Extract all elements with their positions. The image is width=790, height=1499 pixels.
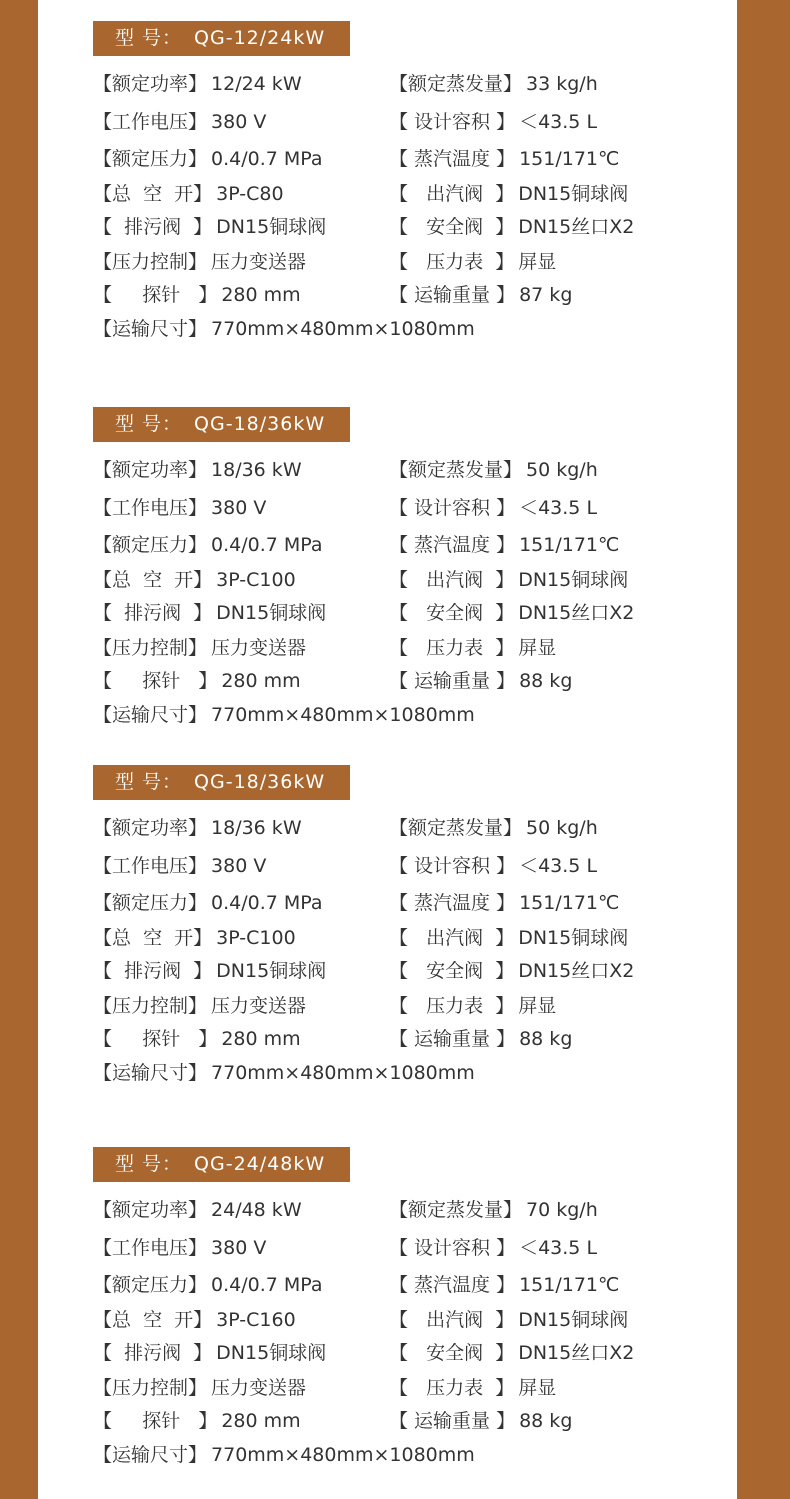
- spec-label: 【 安全阀 】: [389, 1342, 515, 1364]
- model-number: QG-24/48kW: [194, 1153, 326, 1175]
- spec-row: [93, 668, 301, 694]
- spec-row: [389, 532, 619, 558]
- spec-label: 【 出汽阀 】: [389, 183, 515, 205]
- spec-row: [93, 457, 302, 483]
- spec-row: [93, 1235, 266, 1261]
- spec-label: 【额定压力】: [93, 534, 208, 556]
- spec-value: 88 kg: [519, 670, 573, 692]
- spec-label: 【 出汽阀 】: [389, 569, 515, 591]
- spec-value: DN15铜球阀: [216, 216, 327, 238]
- spec-value: 18/36 kW: [211, 459, 302, 481]
- spec-value: 88 kg: [519, 1028, 573, 1050]
- spec-label: 【工作电压】: [93, 497, 208, 519]
- spec-row: [93, 181, 284, 207]
- spec-row: [389, 993, 556, 1019]
- spec-value: 屏显: [518, 995, 557, 1017]
- spec-label: 【总 空 开】: [93, 1309, 213, 1331]
- spec-row: [93, 109, 266, 135]
- spec-label: 【 探针 】: [93, 1410, 218, 1432]
- spec-label: 【 排污阀 】: [93, 602, 213, 624]
- spec-row: [389, 815, 598, 841]
- spec-row: [93, 1442, 475, 1468]
- spec-value: 280 mm: [221, 284, 301, 306]
- spec-value: DN15丝口X2: [518, 1342, 635, 1364]
- spec-row: [93, 1375, 306, 1401]
- spec-row: [93, 1340, 326, 1366]
- spec-label: 【压力控制】: [93, 251, 208, 273]
- spec-row: [389, 495, 597, 521]
- spec-row: [389, 249, 556, 275]
- spec-label: 【 排污阀 】: [93, 960, 213, 982]
- spec-value: 70 kg/h: [526, 1199, 598, 1221]
- spec-value: 87 kg: [519, 284, 573, 306]
- spec-value: 380 V: [211, 497, 267, 519]
- spec-label: 【 安全阀 】: [389, 960, 515, 982]
- spec-row: [389, 600, 634, 626]
- spec-row: [93, 1408, 301, 1434]
- spec-label: 【 安全阀 】: [389, 216, 515, 238]
- spec-value: 770mm×480mm×1080mm: [211, 1062, 475, 1084]
- spec-block: [93, 1147, 733, 1467]
- spec-row: [389, 1235, 597, 1261]
- spec-label: 【额定压力】: [93, 148, 208, 170]
- spec-row: [389, 1375, 556, 1401]
- spec-value: 151/171℃: [519, 148, 620, 170]
- spec-row: [389, 282, 572, 308]
- spec-row: [93, 815, 302, 841]
- spec-label: 【 运输重量 】: [389, 1028, 516, 1050]
- spec-label: 【 设计容积 】: [389, 111, 516, 133]
- spec-row: [93, 146, 323, 172]
- spec-label: 【 出汽阀 】: [389, 927, 515, 949]
- spec-row: [93, 853, 266, 879]
- spec-label: 【 安全阀 】: [389, 602, 515, 624]
- spec-row: [93, 993, 306, 1019]
- spec-label: 【 压力表 】: [389, 995, 515, 1017]
- spec-value: DN15铜球阀: [216, 602, 327, 624]
- spec-value: 3P-C100: [216, 927, 296, 949]
- spec-value: ＜43.5 L: [519, 111, 598, 133]
- spec-value: DN15铜球阀: [216, 1342, 327, 1364]
- spec-label: 【 排污阀 】: [93, 216, 213, 238]
- spec-value: DN15丝口X2: [518, 216, 635, 238]
- spec-value: 0.4/0.7 MPa: [211, 534, 323, 556]
- spec-label: 【 运输重量 】: [389, 670, 516, 692]
- spec-label: 【运输尺寸】: [93, 318, 208, 340]
- spec-value: 280 mm: [221, 670, 301, 692]
- spec-row: [389, 668, 572, 694]
- spec-label: 【运输尺寸】: [93, 704, 208, 726]
- spec-value: DN15铜球阀: [518, 1309, 629, 1331]
- spec-row: [93, 567, 296, 593]
- spec-row: [389, 1307, 628, 1333]
- spec-label: 【运输尺寸】: [93, 1444, 208, 1466]
- model-header-label: 型 号：: [115, 27, 183, 49]
- spec-value: 380 V: [211, 1237, 267, 1259]
- spec-value: 压力变送器: [211, 637, 307, 659]
- spec-value: 屏显: [518, 251, 557, 273]
- spec-row: [93, 532, 323, 558]
- spec-row: [93, 702, 475, 728]
- spec-value: 50 kg/h: [526, 817, 598, 839]
- spec-row: [93, 249, 306, 275]
- spec-row: [389, 71, 598, 97]
- spec-label: 【 运输重量 】: [389, 1410, 516, 1432]
- spec-row: [389, 146, 619, 172]
- model-header-label: 型 号：: [115, 771, 183, 793]
- model-header-label: 型 号：: [115, 1153, 183, 1175]
- spec-label: 【额定蒸发量】: [389, 459, 523, 481]
- spec-label: 【压力控制】: [93, 995, 208, 1017]
- spec-label: 【额定功率】: [93, 1199, 208, 1221]
- spec-value: DN15丝口X2: [518, 602, 635, 624]
- spec-label: 【 设计容积 】: [389, 855, 516, 877]
- spec-label: 【 出汽阀 】: [389, 1309, 515, 1331]
- spec-label: 【额定压力】: [93, 892, 208, 914]
- spec-row: [389, 109, 597, 135]
- spec-label: 【压力控制】: [93, 1377, 208, 1399]
- spec-row: [93, 1026, 301, 1052]
- spec-value: DN15铜球阀: [518, 569, 629, 591]
- spec-row: [93, 1060, 475, 1086]
- model-header: [93, 765, 350, 800]
- right-decorative-bar: [737, 0, 790, 1499]
- spec-value: 151/171℃: [519, 892, 620, 914]
- spec-row: [93, 600, 326, 626]
- spec-row: [389, 1272, 619, 1298]
- spec-value: 50 kg/h: [526, 459, 598, 481]
- spec-label: 【额定压力】: [93, 1274, 208, 1296]
- spec-value: 12/24 kW: [211, 73, 302, 95]
- spec-row: [389, 181, 628, 207]
- spec-label: 【 蒸汽温度 】: [389, 892, 516, 914]
- spec-value: 0.4/0.7 MPa: [211, 892, 323, 914]
- spec-label: 【额定功率】: [93, 73, 208, 95]
- spec-block: [93, 765, 733, 1085]
- spec-value: 压力变送器: [211, 1377, 307, 1399]
- spec-value: 770mm×480mm×1080mm: [211, 318, 475, 340]
- spec-label: 【 蒸汽温度 】: [389, 1274, 516, 1296]
- model-header-label: 型 号：: [115, 413, 183, 435]
- spec-label: 【总 空 开】: [93, 183, 213, 205]
- spec-label: 【额定蒸发量】: [389, 817, 523, 839]
- spec-value: 3P-C100: [216, 569, 296, 591]
- spec-value: 屏显: [518, 1377, 557, 1399]
- spec-value: 3P-C160: [216, 1309, 296, 1331]
- spec-label: 【 探针 】: [93, 670, 218, 692]
- spec-label: 【额定蒸发量】: [389, 73, 523, 95]
- spec-row: [389, 457, 598, 483]
- spec-value: 0.4/0.7 MPa: [211, 1274, 323, 1296]
- spec-value: 770mm×480mm×1080mm: [211, 704, 475, 726]
- spec-value: ＜43.5 L: [519, 497, 598, 519]
- spec-value: 280 mm: [221, 1410, 301, 1432]
- spec-row: [93, 925, 296, 951]
- spec-label: 【工作电压】: [93, 111, 208, 133]
- spec-label: 【 蒸汽温度 】: [389, 534, 516, 556]
- spec-row: [93, 1197, 302, 1223]
- left-decorative-bar: [0, 0, 38, 1499]
- spec-value: 380 V: [211, 855, 267, 877]
- spec-value: 屏显: [518, 637, 557, 659]
- model-number: QG-12/24kW: [194, 27, 326, 49]
- spec-row: [389, 1340, 634, 1366]
- spec-label: 【额定功率】: [93, 817, 208, 839]
- model-number: QG-18/36kW: [194, 771, 326, 793]
- spec-label: 【工作电压】: [93, 1237, 208, 1259]
- spec-row: [93, 316, 475, 342]
- spec-value: DN15丝口X2: [518, 960, 635, 982]
- spec-row: [93, 958, 326, 984]
- spec-value: DN15铜球阀: [518, 927, 629, 949]
- model-header: [93, 407, 350, 442]
- spec-value: 压力变送器: [211, 251, 307, 273]
- spec-value: DN15铜球阀: [216, 960, 327, 982]
- spec-value: 380 V: [211, 111, 267, 133]
- spec-row: [93, 214, 326, 240]
- spec-label: 【 设计容积 】: [389, 497, 516, 519]
- spec-value: 0.4/0.7 MPa: [211, 148, 323, 170]
- spec-row: [389, 1026, 572, 1052]
- spec-value: 24/48 kW: [211, 1199, 302, 1221]
- spec-label: 【 蒸汽温度 】: [389, 148, 516, 170]
- spec-label: 【总 空 开】: [93, 569, 213, 591]
- spec-row: [93, 282, 301, 308]
- spec-row: [389, 890, 619, 916]
- spec-label: 【额定蒸发量】: [389, 1199, 523, 1221]
- spec-row: [93, 635, 306, 661]
- spec-label: 【运输尺寸】: [93, 1062, 208, 1084]
- spec-label: 【压力控制】: [93, 637, 208, 659]
- spec-row: [93, 1307, 296, 1333]
- model-header: [93, 1147, 350, 1182]
- spec-label: 【 压力表 】: [389, 1377, 515, 1399]
- spec-row: [93, 1272, 323, 1298]
- spec-label: 【工作电压】: [93, 855, 208, 877]
- model-number: QG-18/36kW: [194, 413, 326, 435]
- spec-row: [389, 925, 628, 951]
- spec-label: 【 运输重量 】: [389, 284, 516, 306]
- spec-row: [93, 495, 266, 521]
- spec-row: [389, 567, 628, 593]
- spec-value: DN15铜球阀: [518, 183, 629, 205]
- spec-value: 88 kg: [519, 1410, 573, 1432]
- spec-label: 【 探针 】: [93, 284, 218, 306]
- spec-label: 【 排污阀 】: [93, 1342, 213, 1364]
- spec-row: [93, 71, 302, 97]
- spec-value: 151/171℃: [519, 534, 620, 556]
- spec-row: [389, 1408, 572, 1434]
- spec-value: 33 kg/h: [526, 73, 598, 95]
- spec-label: 【 设计容积 】: [389, 1237, 516, 1259]
- spec-label: 【总 空 开】: [93, 927, 213, 949]
- spec-label: 【额定功率】: [93, 459, 208, 481]
- spec-label: 【 压力表 】: [389, 251, 515, 273]
- spec-row: [389, 958, 634, 984]
- spec-row: [389, 853, 597, 879]
- spec-block: [93, 21, 733, 341]
- spec-row: [389, 635, 556, 661]
- spec-value: 压力变送器: [211, 995, 307, 1017]
- spec-value: 3P-C80: [216, 183, 284, 205]
- spec-value: 18/36 kW: [211, 817, 302, 839]
- spec-row: [93, 890, 323, 916]
- spec-label: 【 探针 】: [93, 1028, 218, 1050]
- model-header: [93, 21, 350, 56]
- spec-value: ＜43.5 L: [519, 1237, 598, 1259]
- spec-value: 280 mm: [221, 1028, 301, 1050]
- spec-row: [389, 214, 634, 240]
- spec-value: 151/171℃: [519, 1274, 620, 1296]
- spec-block: [93, 407, 733, 727]
- spec-row: [389, 1197, 598, 1223]
- spec-value: 770mm×480mm×1080mm: [211, 1444, 475, 1466]
- spec-value: ＜43.5 L: [519, 855, 598, 877]
- spec-label: 【 压力表 】: [389, 637, 515, 659]
